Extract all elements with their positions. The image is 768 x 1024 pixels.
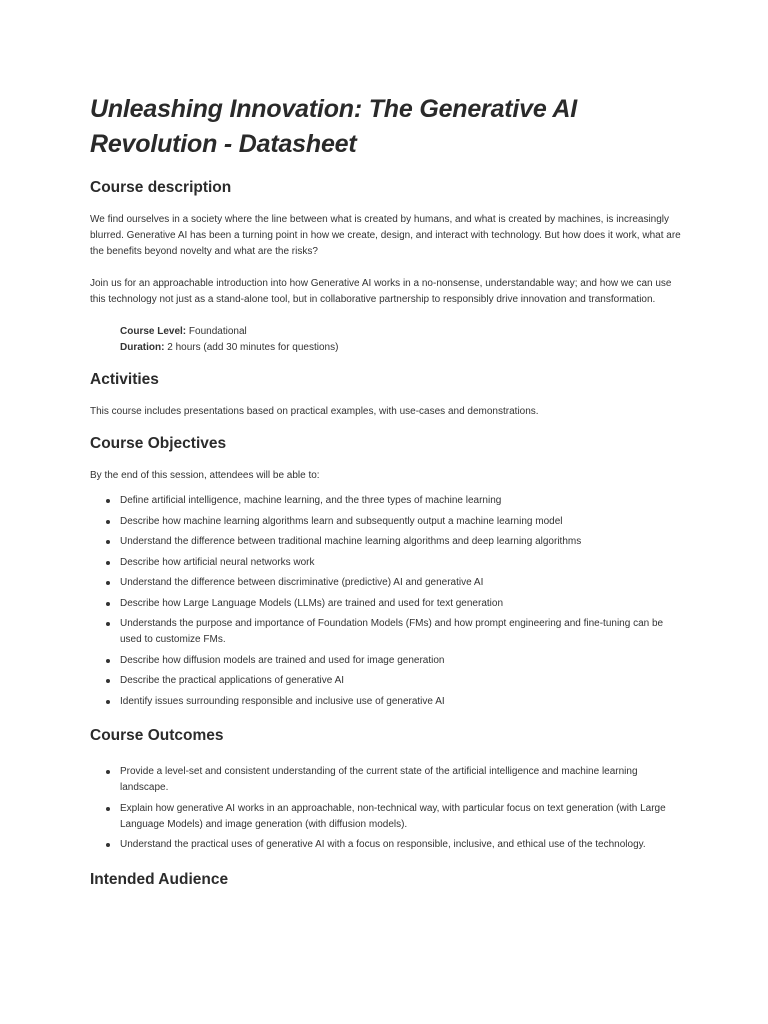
- list-item: [90, 534, 682, 550]
- bullet-icon: [106, 561, 110, 565]
- bullet-icon: [106, 700, 110, 704]
- course-duration-label: Duration:: [120, 342, 165, 353]
- list-item-text: Describe how Large Language Models (LLMs) are trained and used for text generation: [120, 597, 504, 609]
- course-meta: [90, 324, 682, 356]
- list-item-text: Understand the difference between traditional machine learning algorithms and deep learning algorithms: [120, 536, 582, 547]
- bullet-icon: [106, 581, 110, 585]
- course-level: [120, 324, 682, 340]
- list-item-text: Describe the practical applications of generative AI: [120, 675, 345, 686]
- bullet-icon: [106, 807, 110, 811]
- list-item-text: Explain how generative AI works in an approachable, non-technical way, with particular focus on text generation (with Large Language Models) and image generation (with diffusion models).: [120, 802, 666, 830]
- list-item-text: Understand the difference between discriminative (predictive) AI and generative AI: [120, 577, 484, 588]
- course-duration: [120, 340, 682, 356]
- bullet-icon: [106, 499, 110, 503]
- list-item: [90, 555, 682, 571]
- outcomes-list: [90, 764, 682, 853]
- objectives-list: [90, 493, 682, 710]
- objectives-intro: By the end of this session, attendees will be able to:: [90, 470, 320, 481]
- course-description-heading: Course description: [90, 179, 232, 196]
- list-item-text: Provide a level-set and consistent understanding of the current state of the artificial intelligence and machine learning landscape.: [120, 766, 638, 793]
- list-item-text: Describe how machine learning algorithms learn and subsequently output a machine learning model: [120, 515, 563, 527]
- list-item: [90, 653, 682, 669]
- bullet-icon: [106, 770, 110, 774]
- list-item: [90, 493, 682, 509]
- list-item-text: Describe how diffusion models are trained and used for image generation: [120, 654, 445, 666]
- audience-heading: Intended Audience: [90, 870, 229, 888]
- bullet-icon: [106, 659, 110, 663]
- bullet-icon: [106, 540, 110, 544]
- bullet-icon: [106, 843, 110, 847]
- list-item-text: Understand the practical uses of generative AI with a focus on responsible, inclusive, and ethical use of the technology.: [120, 839, 646, 850]
- list-item: [90, 596, 682, 612]
- bullet-icon: [106, 679, 110, 683]
- course-description-paragraph: Join us for an approachable introduction into how Generative AI works in a no-nonsense, understandable way; and how we can use this technology not just as a stand-alone tool, but in collaborative partnership to responsibly drive innovation and transformation.: [90, 278, 672, 305]
- course-description-paragraph: We find ourselves in a society where the line between what is created by humans, and what is created by machines, is increasingly blurred. Generative AI has been a turning point in how we create, design, and interact with technology. But how does it work, what are the benefits beyond novelty and what are the risks?: [90, 214, 681, 257]
- course-duration-value: 2 hours (add 30 minutes for questions): [167, 342, 339, 353]
- list-item-text: Understands the purpose and importance of Foundation Models (FMs) and how prompt engineering and fine-tuning can be used to customize FMs.: [120, 618, 664, 645]
- course-level-label: Course Level:: [120, 326, 187, 337]
- list-item: [90, 801, 682, 833]
- list-item: [90, 694, 682, 710]
- bullet-icon: [106, 622, 110, 626]
- activities-heading: Activities: [90, 371, 159, 388]
- list-item-text: Define artificial intelligence, machine learning, and the three types of machine learning: [120, 495, 502, 506]
- list-item: [90, 616, 682, 648]
- list-item: [90, 514, 682, 530]
- outcomes-heading: Course Outcomes: [90, 727, 224, 744]
- list-item-text: Identify issues surrounding responsible and inclusive use of generative AI: [120, 695, 445, 707]
- activities-text: This course includes presentations based on practical examples, with use-cases and demonstrations.: [90, 406, 539, 417]
- list-item: [90, 837, 682, 853]
- document-title: Unleashing Innovation: The Generative AI Revolution - Datasheet: [90, 95, 577, 158]
- list-item: [90, 764, 682, 796]
- objectives-heading: Course Objectives: [90, 435, 227, 452]
- bullet-icon: [106, 602, 110, 606]
- list-item-text: Describe how artificial neural networks work: [120, 556, 315, 568]
- list-item: [90, 575, 682, 591]
- list-item: [90, 673, 682, 689]
- bullet-icon: [106, 520, 110, 524]
- course-level-value: Foundational: [188, 326, 247, 337]
